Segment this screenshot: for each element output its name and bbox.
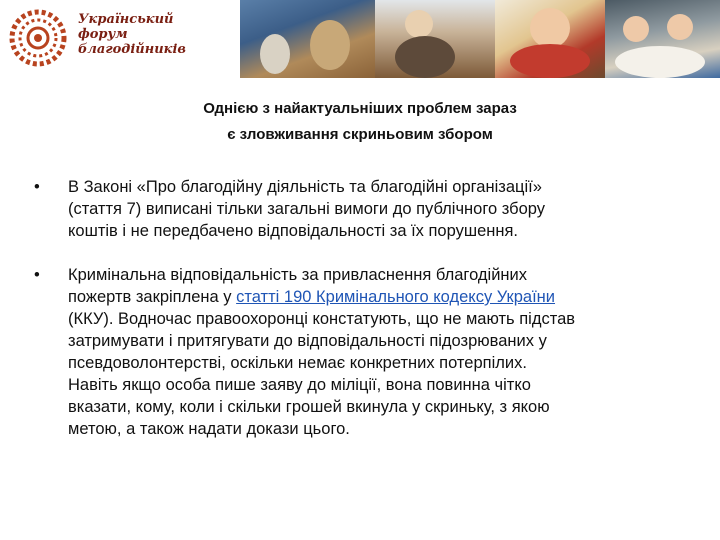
item-text-line: (стаття 7) виписані тільки загальні вимоги до публічного збору [68,200,546,218]
bullet-list [30,176,690,440]
forum-name-line-2: форум [78,27,128,42]
photo-children-classroom [605,0,720,78]
slide-title-line-2: є зловживання скриньовим збором [227,126,493,143]
item-text-line: Навіть якщо особа пише заяву до міліції, вона повинна чітко [68,376,531,394]
bullet-icon: • [34,266,40,284]
bullet-icon: • [34,178,40,196]
item-text-line: коштів і не передбачено відповідальності за їх порушення. [68,222,519,240]
item-text-line: вказати, кому, коли і скільки грошей вкинула у скриньку, з якою [68,398,550,416]
item-text-line: (ККУ). Водночас правоохоронці констатують, що не мають підстав [68,310,576,328]
forum-name [78,12,186,57]
item-text-line: В Законі «Про благодійну діяльність та благодійні організації» [68,178,542,196]
forum-name-line-1: Український [78,12,174,27]
header-photos [240,0,720,78]
photo-people-with-bags [240,0,375,78]
item-text-line [68,286,690,308]
header-banner [0,0,720,86]
criminal-code-link[interactable]: статті 190 Кримінального кодексу України [236,288,556,306]
slide-title-line-1: Однією з найактуальніших проблем зараз [203,100,517,117]
item-text-line: метою, а також надати докази цього. [68,420,350,438]
slide-title [0,96,720,148]
item-text-line: затримувати і притягувати до відповідальності підозрюваних у [68,332,547,350]
list-item [30,264,690,440]
forum-logo-icon [8,8,68,68]
item-text-line: псевдоволонтерстві, оскільки немає конкретних потерпілих. [68,354,527,372]
photo-workers [375,0,495,78]
forum-name-line-3: благодійників [78,42,186,57]
list-item [30,176,690,242]
item-text-fragment: пожертв закріплена у [68,288,237,306]
photo-child-reading [495,0,605,78]
item-text-line: Кримінальна відповідальність за привласнення благодійних [68,266,527,284]
